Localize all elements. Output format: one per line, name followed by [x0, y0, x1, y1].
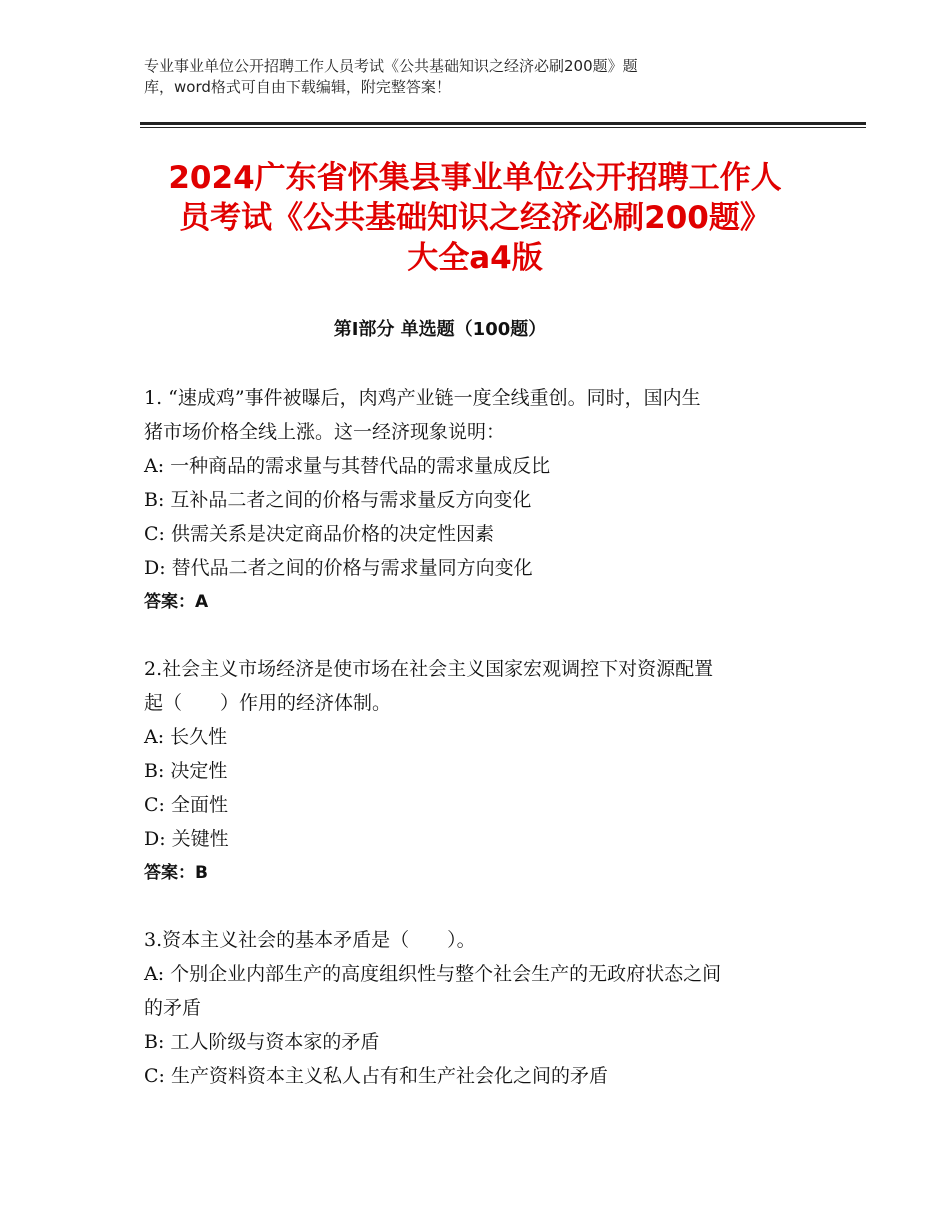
question-list: [144, 381, 814, 1093]
option-c: C: 供需关系是决定商品价格的决定性因素: [144, 523, 494, 545]
question-stem: 2.社会主义市场经济是使市场在社会主义国家宏观调控下对资源配置: [144, 658, 714, 680]
option-a-continued: 的矛盾: [144, 997, 202, 1019]
answer-label: 答案：A: [144, 592, 209, 612]
option-b: B: 工人阶级与资本家的矛盾: [144, 1031, 380, 1053]
header-rule-thin: [140, 127, 866, 128]
header-line-2: 库，word格式可自由下载编辑，附完整答案！: [144, 78, 451, 96]
section-heading: 第Ⅰ部分 单选题（100题）: [333, 319, 547, 340]
option-c: C: 全面性: [144, 794, 228, 816]
question-spacer: [144, 890, 814, 923]
question-stem: 猪市场价格全线上涨。这一经济现象说明：: [144, 421, 506, 443]
question-stem: 1. “速成鸡”事件被曝后，肉鸡产业链一度全线重创。同时，国内生: [144, 387, 701, 409]
title-line-3: 大全a4版: [407, 240, 543, 276]
header-line-1: 专业事业单位公开招聘工作人员考试《公共基础知识之经济必刷200题》题: [144, 57, 638, 75]
option-a: A: 长久性: [144, 726, 228, 748]
header-rule-thick: [140, 122, 866, 125]
option-a: A: 个别企业内部生产的高度组织性与整个社会生产的无政府状态之间: [144, 963, 722, 985]
option-b: B: 互补品二者之间的价格与需求量反方向变化: [144, 489, 532, 511]
question-2: [144, 652, 814, 890]
document-header: [144, 56, 784, 98]
title-line-2: 员考试《公共基础知识之经济必刷200题》: [179, 200, 771, 236]
document-title: [120, 158, 830, 278]
option-a: A: 一种商品的需求量与其替代品的需求量成反比: [144, 455, 551, 477]
title-line-1: 2024广东省怀集县事业单位公开招聘工作人: [168, 160, 782, 196]
option-d: D: 替代品二者之间的价格与需求量同方向变化: [144, 557, 533, 579]
answer-label: 答案：B: [144, 863, 208, 883]
question-1: [144, 381, 814, 619]
option-d: D: 关键性: [144, 828, 229, 850]
option-c: C: 生产资料资本主义私人占有和生产社会化之间的矛盾: [144, 1065, 608, 1087]
question-3: [144, 923, 814, 1093]
option-b: B: 决定性: [144, 760, 228, 782]
question-stem: 3.资本主义社会的基本矛盾是（ ）。: [144, 929, 476, 951]
question-stem: 起（ ）作用的经济体制。: [144, 692, 392, 714]
question-spacer: [144, 619, 814, 652]
